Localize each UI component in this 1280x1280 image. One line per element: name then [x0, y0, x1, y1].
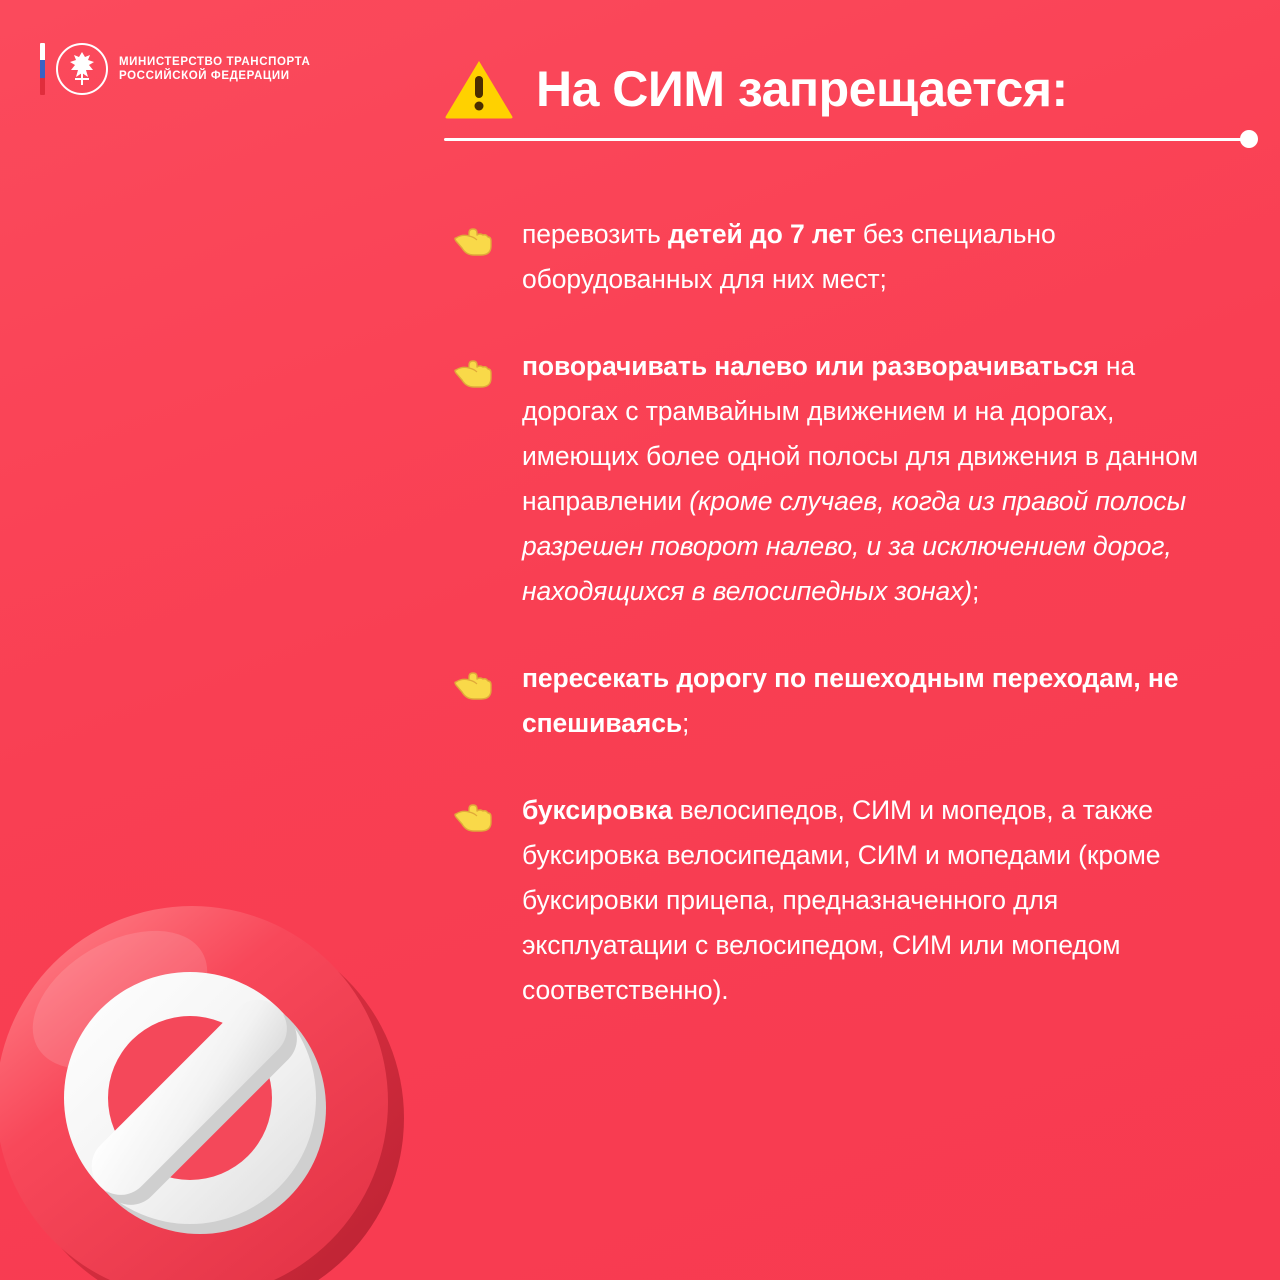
- list-item: [452, 656, 1222, 746]
- text-fragment: велосипедов, СИМ и мопедов, а также буксировка велосипедами, СИМ и мопедами (кроме буксировки прицепа, предназначенного для эксплуатации с велосипедом, СИМ или мопедом соответственно).: [522, 795, 1161, 1005]
- list-item-text: [522, 212, 1222, 302]
- progress-knob: [1240, 130, 1258, 148]
- list-item-text: [522, 656, 1222, 746]
- text-fragment: без специально оборудованных для них мест;: [522, 219, 1056, 294]
- text-fragment-italic: (кроме случаев, когда из правой полосы разрешен поворот налево, и за исключением дорог, находящихся в велосипедных зонах): [522, 486, 1186, 606]
- ministry-logo-text: [119, 55, 310, 83]
- text-fragment-bold: поворачивать налево или разворачиваться: [522, 351, 1099, 381]
- text-fragment: ;: [682, 708, 690, 738]
- double-headed-eagle-emblem-icon: [55, 42, 109, 96]
- pointing-hand-icon: [452, 356, 496, 395]
- prohibitions-list: [452, 212, 1222, 1013]
- pointing-hand-icon: [452, 668, 496, 707]
- text-fragment-bold: пересекать дорогу по пешеходным переходам, не спешиваясь: [522, 663, 1179, 738]
- list-item-text: [522, 788, 1222, 1013]
- ministry-logo: [40, 42, 310, 96]
- list-item: [452, 212, 1222, 302]
- list-item: [452, 788, 1222, 1013]
- list-item-text: [522, 344, 1222, 614]
- ministry-logo-line2: РОССИЙСКОЙ ФЕДЕРАЦИИ: [119, 70, 290, 82]
- text-fragment-bold: буксировка: [522, 795, 673, 825]
- pointing-hand-icon: [452, 224, 496, 263]
- progress-indicator: [444, 137, 1256, 141]
- header: [444, 58, 1240, 120]
- russian-flag-icon: [40, 43, 45, 95]
- text-fragment: перевозить: [522, 219, 668, 249]
- ministry-logo-line1: МИНИСТЕРСТВО ТРАНСПОРТА: [119, 56, 311, 68]
- text-fragment: ;: [972, 576, 980, 606]
- pointing-hand-icon: [452, 800, 496, 839]
- text-fragment: на дорогах с трамвайным движением и на дорогах, имеющих более одной полосы для движения в данном направлении: [522, 351, 1198, 516]
- list-item: [452, 344, 1222, 614]
- text-fragment-bold: детей до 7 лет: [667, 219, 856, 249]
- prohibition-sign-3d-icon: [0, 850, 430, 1280]
- warning-triangle-icon: [444, 58, 514, 120]
- progress-track: [444, 138, 1256, 141]
- page-title: На СИМ запрещается:: [536, 61, 1068, 117]
